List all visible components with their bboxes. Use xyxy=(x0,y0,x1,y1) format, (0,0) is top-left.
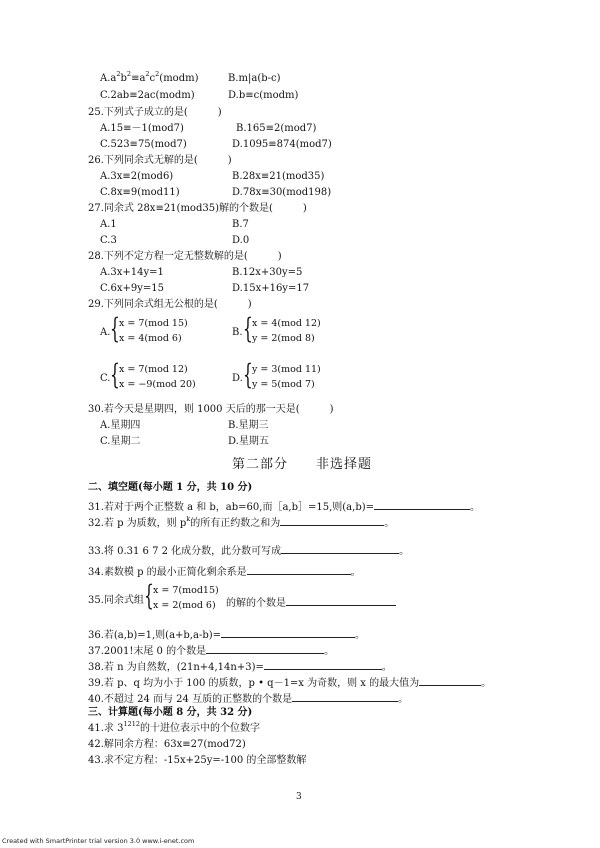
q30-option-a: A.星期四 xyxy=(100,420,141,431)
q25-option-d: D.1095≡874(mod7) xyxy=(232,139,332,150)
q24-option-d: D.b≡c(modm) xyxy=(228,90,299,101)
q25-option-b: B.165≡2(mod7) xyxy=(236,123,317,134)
q42-line: 42.解同余方程：63x≡27(mod72) xyxy=(88,739,246,750)
q27-option-a: A.1 xyxy=(100,219,117,230)
q35-system: { x = 7(mod15) x = 2(mod 6) xyxy=(144,579,219,612)
q24-option-c: C.2ab≡2ac(modm) xyxy=(100,90,195,101)
q29-option-a-label: A. xyxy=(100,327,111,338)
q29-option-b-system: { x = 4(mod 12) y = 2(mod 8) xyxy=(243,312,321,345)
q28-option-b: B.12x+30y=5 xyxy=(232,267,303,278)
part-two-title: 第二部分 非选择题 xyxy=(232,457,373,472)
q27-option-c: C.3 xyxy=(100,235,117,246)
q24-option-b: B.m|a(b-c) xyxy=(228,73,281,84)
q35-answer-blank[interactable] xyxy=(286,596,396,606)
q26-option-a: A.3x≡2(mod6) xyxy=(100,171,174,182)
q34-answer-blank[interactable] xyxy=(247,565,351,575)
q29-stem: 29.下列同余式组无公根的是( ) xyxy=(88,299,252,310)
q24-option-a: $A.a^2b^2\equiv a^2c^2(modm)$ xyxy=(100,69,199,84)
q36-answer-blank[interactable] xyxy=(221,628,355,638)
q33-answer-blank[interactable] xyxy=(281,544,399,554)
q38-answer-blank[interactable] xyxy=(264,660,382,670)
q27-option-d: D.0 xyxy=(232,235,250,246)
q29-option-c-label: C. xyxy=(100,373,111,384)
q26-option-b: B.28x≡21(mod35) xyxy=(232,171,325,182)
q30-option-b: B.星期三 xyxy=(228,420,269,431)
q38-line: 38.若 n 为自然数，(21n+4,14n+3)= 。 xyxy=(88,662,392,673)
q25-stem: 25.下列式子成立的是( ) xyxy=(88,107,222,118)
q29-option-b-label: B. xyxy=(232,327,243,338)
q25-option-c: C.523≡75(mod7) xyxy=(100,139,187,150)
q29-option-d-label: D. xyxy=(232,373,243,384)
q40-line: 40.不超过 24 而与 24 互质的正整数的个数是 。 xyxy=(88,694,409,705)
q34-line: 34.素数模 p 的最小正简化剩余系是 。 xyxy=(88,567,361,578)
fill-section-heading: 二、填空题(每小题 1 分，共 10 分) xyxy=(88,482,253,493)
q37-line: 37.2001!末尾 0 的个数是 。 xyxy=(88,646,335,657)
page-number: 3 xyxy=(296,792,302,802)
q29-option-a-system: { x = 7(mod 15) x = 4(mod 6) xyxy=(110,312,188,345)
q33-line: 33.将 0.31 6 7 2 化成分数，此分数可写成 。 xyxy=(88,546,410,557)
q43-line: 43.求不定方程：-15x+25y=-100 的全部整数解 xyxy=(88,755,307,766)
q39-line: 39.若 p、q 均为小于 100 的质数，p • q－1=x 为奇数，则 x 的最大值为 。 xyxy=(88,678,492,689)
q28-option-d: D.15x+16y=17 xyxy=(232,283,310,294)
q30-option-d: D.星期五 xyxy=(228,436,269,447)
q25-option-a: A.15≡－1(mod7) xyxy=(100,123,184,134)
q41-line: 41.求 $3^{1212}$的十进位表示中的个位数字 xyxy=(88,719,260,734)
calc-section-heading: 三、计算题(每小题 8 分，共 32 分) xyxy=(88,707,253,718)
q29-option-c-system: { x = 7(mod 12) x = −9(mod 20) xyxy=(110,358,196,391)
q30-option-c: C.星期二 xyxy=(100,436,141,447)
q26-stem: 26.下列同余式无解的是( ) xyxy=(88,155,232,166)
q28-option-c: C.6x+9y=15 xyxy=(100,283,164,294)
q28-option-a: A.3x+14y=1 xyxy=(100,267,164,278)
footer-watermark: Created with SmartPrinter trial version 3.0 www.i-enet.com xyxy=(2,837,195,845)
q35-suffix: 的解的个数是 xyxy=(226,596,396,609)
q29-option-d-system: { y = 3(mod 11) y = 5(mod 7) xyxy=(243,358,321,391)
q31-line: 31.若对于两个正整数 a 和 b，ab=60,而［a,b］=15,则(a,b)= 。 xyxy=(88,502,480,513)
q26-option-c: C.8x≡9(mod11) xyxy=(100,187,180,198)
q36-line: 36.若(a,b)=1,则(a+b,a-b)= 。 xyxy=(88,630,366,641)
q27-stem: 27.同余式 28x≡21(mod35)解的个数是( ) xyxy=(88,203,307,214)
q30-stem: 30.若今天是星期四，则 1000 天后的那一天是( ) xyxy=(88,404,334,415)
q40-answer-blank[interactable] xyxy=(292,692,398,702)
q39-answer-blank[interactable] xyxy=(419,676,481,686)
q35-prefix: 35.同余式组 xyxy=(88,595,144,606)
q37-answer-blank[interactable] xyxy=(206,644,324,654)
q28-stem: 28.下列不定方程一定无整数解的是( ) xyxy=(88,251,282,262)
q31-answer-blank[interactable] xyxy=(374,500,470,510)
q32-line: 32.若 p 为质数，则 $p^k$的所有正约数之和为 。 xyxy=(88,514,395,529)
q32-answer-blank[interactable] xyxy=(280,516,384,526)
q27-option-b: B.7 xyxy=(232,219,249,230)
q26-option-d: D.78x≡30(mod198) xyxy=(232,187,332,198)
